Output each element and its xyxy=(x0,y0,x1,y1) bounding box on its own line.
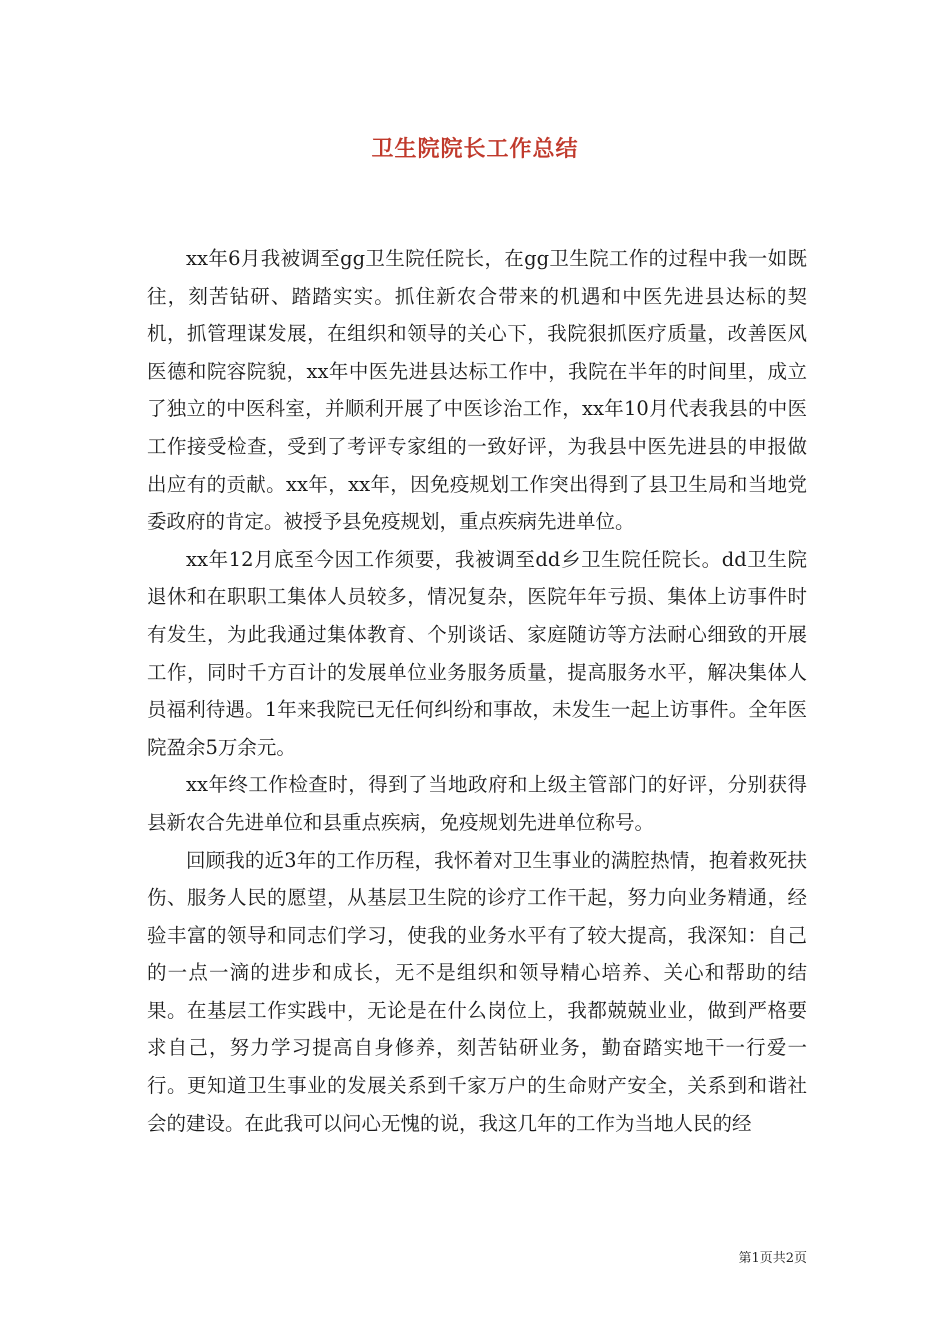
paragraph-3: xx年终工作检查时，得到了当地政府和上级主管部门的好评，分别获得县新农合先进单位和县重点疾病，免疫规划先进单位称号。 xyxy=(147,773,807,834)
document-body xyxy=(147,240,807,1142)
paragraph-2: xx年12月底至今因工作须要，我被调至dd乡卫生院任院长。dd卫生院退休和在职职工集体人员较多，情况复杂，医院年年亏损、集体上访事件时有发生，为此我通过集体教育、个别谈话、家庭随访等方法耐心细致的开展工作，同时千方百计的发展单位业务服务质量，提高服务水平，解决集体人员福利待遇。1年来我院已无任何纠纷和事故，未发生一起上访事件。全年医院盈余5万余元。 xyxy=(147,547,807,759)
paragraph-4: 回顾我的近3年的工作历程，我怀着对卫生事业的满腔热情，抱着救死扶伤、服务人民的愿望，从基层卫生院的诊疗工作干起，努力向业务精通，经验丰富的领导和同志们学习，使我的业务水平有了较大提高，我深知：自己的一点一滴的进步和成长，无不是组织和领导精心培养、关心和帮助的结果。在基层工作实践中，无论是在什么岗位上，我都兢兢业业，做到严格要求自己，努力学习提高自身修养，刻苦钻研业务，勤奋踏实地干一行爱一行。更知道卫生事业的发展关系到千家万户的生命财产安全，关系到和谐社会的建设。在此我可以问心无愧的说，我这几年的工作为当地人民的经 xyxy=(147,848,807,1135)
document-title: 卫生院院长工作总结 xyxy=(371,137,579,162)
page-number: 第1页共2页 xyxy=(738,1251,807,1266)
paragraph-1: xx年6月我被调至gg卫生院任院长，在gg卫生院工作的过程中我一如既往，刻苦钻研、踏踏实实。抓住新农合带来的机遇和中医先进县达标的契机，抓管理谋发展，在组织和领导的关心下，我院狠抓医疗质量，改善医风医德和院容院貌，xx年中医先进县达标工作中，我院在半年的时间里，成立了独立的中医科室，并顺利开展了中医诊治工作，xx年10月代表我县的中医工作接受检查，受到了考评专家组的一致好评，为我县中医先进县的申报做出应有的贡献。xx年，xx年，因免疫规划工作突出得到了县卫生局和当地党委政府的肯定。被授予县免疫规划，重点疾病先进单位。 xyxy=(147,247,807,534)
